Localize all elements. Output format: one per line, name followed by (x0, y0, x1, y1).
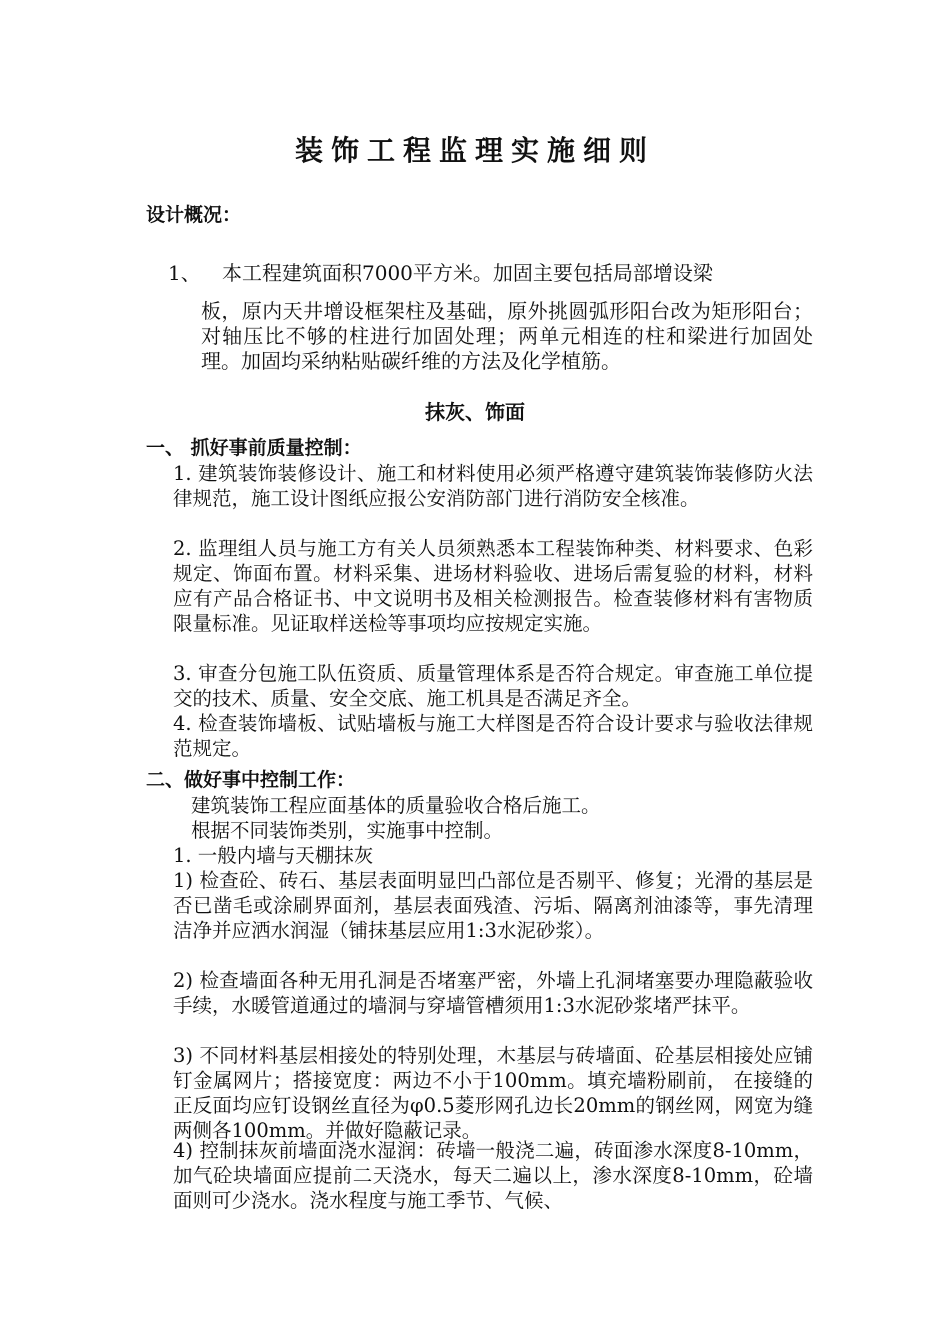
part2-item-1: 1) 检查砼、砖石、基层表面明显凹凸部位是否剔平、修复；光滑的基层是否已凿毛或涂刷界面剂，基层表面残渣、污垢、隔离剂油漆等，事先清理洁净并应洒水润湿（铺抹基层应用1:3水泥砂浆）。 (173, 869, 813, 942)
section-title: 抹灰、饰面 (425, 400, 525, 424)
design-item-number: 1、 (168, 261, 201, 285)
part1-item-2: 2. 监理组人员与施工方有关人员须熟悉本工程装饰种类、材料要求、色彩规定、饰面布置。材料采集、进场材料验收、进场后需复验的材料，材料应有产品合格证书、中文说明书及相关检测报告。检查装修材料有害物质限量标准。见证取样送检等事项均应按规定实施。 (173, 537, 813, 635)
part2-item-2: 2) 检查墙面各种无用孔洞是否堵塞严密，外墙上孔洞堵塞要办理隐蔽验收手续，水暖管道通过的墙洞与穿墙管槽须用1:3水泥砂浆堵严抹平。 (173, 969, 813, 1017)
part2-intro-2: 根据不同装饰类别，实施事中控制。 (191, 819, 504, 842)
document-title: 装饰工程监理实施细则 (294, 134, 655, 167)
design-overview-heading: 设计概况： (146, 204, 242, 226)
part1-item-3: 3. 审查分包施工队伍资质、质量管理体系是否符合规定。审查施工单位提交的技术、质量、安全交底、施工机具是否满足齐全。 (173, 662, 813, 710)
part2-item-3: 3) 不同材料基层相接处的特别处理，木基层与砖墙面、砼基层相接处应铺钉金属网片；搭接宽度：两边不小于100mm。填充墙粉刷前， 在接缝的正反面均应钉设钢丝直径为φ0.5菱形网孔边长20mm的钢丝网，网宽为缝两侧各100mm。并做好隐蔽记录。 (173, 1044, 813, 1142)
part2-item-4: 4) 控制抹灰前墙面浇水湿润：砖墙一般浇二遍，砖面渗水深度8-10mm，加气砼块墙面应提前二天浇水，每天二遍以上，渗水深度8-10mm，砼墙面则可少浇水。浇水程度与施工季节、气候、 (173, 1139, 813, 1212)
part2-intro-1: 建筑装饰工程应面基体的质量验收合格后施工。 (191, 794, 601, 817)
part1-heading: 一、 抓好事前质量控制： (146, 437, 362, 459)
part1-item-1: 1. 建筑装饰装修设计、施工和材料使用必须严格遵守建筑装饰装修防火法律规范，施工设计图纸应报公安消防部门进行消防安全核准。 (173, 462, 813, 510)
part2-sub-heading: 1. 一般内墙与天棚抹灰 (173, 844, 374, 867)
design-overview-item-body: 板，原内天井增设框架柱及基础，原外挑圆弧形阳台改为矩形阳台；对轴压比不够的柱进行加固处理；两单元相连的柱和梁进行加固处理。加固均采纳粘贴碳纤维的方法及化学植筋。 (201, 299, 813, 373)
design-item-first-line-text: 本工程建筑面积7000平方米。加固主要包括局部增设梁 (222, 261, 713, 285)
part1-item-4: 4. 检查装饰墙板、试贴墙板与施工大样图是否符合设计要求与验收法律规范规定。 (173, 712, 813, 760)
part2-heading: 二、做好事中控制工作： (146, 769, 356, 791)
design-overview-item-first-line (168, 261, 818, 286)
